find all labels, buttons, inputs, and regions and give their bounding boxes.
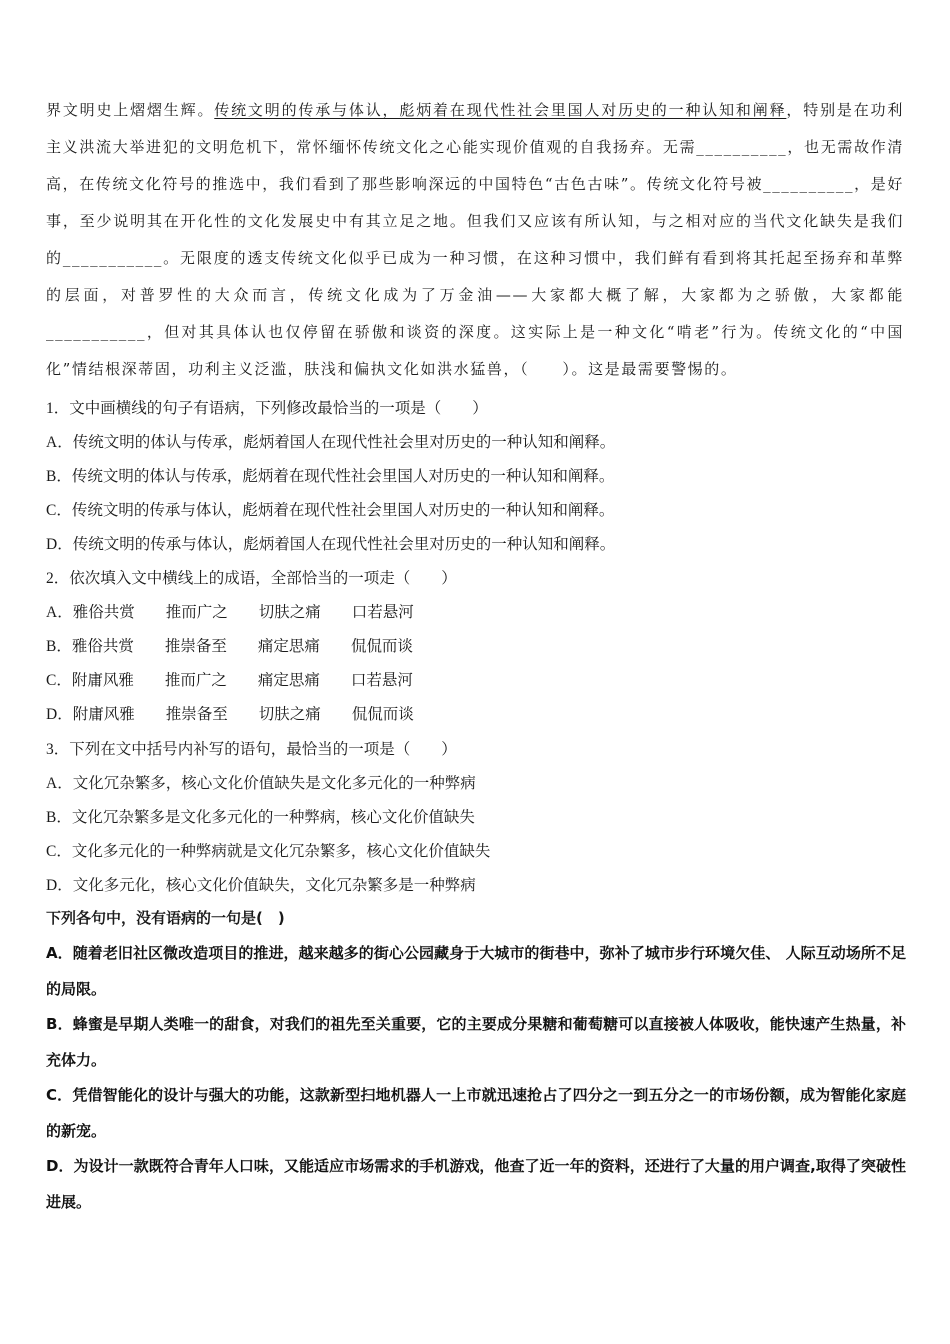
passage-rest: ，特别是在功利主义洪流大举进犯的文明危机下，常怀缅怀传统文化之心能实现价值观的自我扬弃。无需__________，也无需故作清高，在传统文化符号的推选中，我们看到了那些影响深远的中国特色“古色古味”。传统文化符号被__________，是好事，至少说明其在开化性的文化发展史中有其立足之地。但我们又应该有所认知，与之相对应的当代文化缺失是我们的___________。无限度的透支传统文化似乎已成为一种习惯，在这种习惯中，我们鲜有看到将其托起至扬弃和革弊的层面，对普罗性的大众而言，传统文化成为了万金油——大家都大概了解，大家都为之骄傲，大家都能___________，但对其具体认也仅停留在骄傲和谈资的深度。这实际上是一种文化“啃老”行为。传统文化的“中国化”情结根深蒂固，功利主义泛滥，肤浅和偏执文化如洪水猛兽，（ ）。这是最需要警惕的。 (46, 101, 904, 378)
question-stem: 3．下列在文中括号内补写的语句，最恰当的一项是（ ） (46, 741, 457, 758)
question-stem: 1．文中画横线的句子有语病，下列修改最恰当的一项是（ ） (46, 400, 488, 417)
option-a: A．传统文明的体认与传承，彪炳着国人在现代性社会里对历史的一种认知和阐释。 (46, 434, 616, 451)
option-d: D．传统文明的传承与体认，彪炳着国人在现代性社会里对历史的一种认知和阐释。 (46, 536, 616, 553)
option-c: C．文化多元化的一种弊病就是文化冗杂繁多，核心文化价值缺失 (46, 843, 491, 860)
underlined-sentence: 传统文明的传承与体认，彪炳着在现代性社会里国人对历史的一种认知和阐释 (214, 101, 787, 119)
option-c: C．附庸风雅 推而广之 痛定思痛 口若悬河 (46, 672, 413, 689)
option-a: A．雅俗共赏 推而广之 切肤之痛 口若悬河 (46, 604, 414, 621)
option-d: D．附庸风雅 推崇备至 切肤之痛 侃侃而谈 (46, 706, 414, 723)
option-d: D．为设计一款既符合青年人口味，又能适应市场需求的手机游戏，他查了近一年的资料，还进行了大量的用户调查,取得了突破性进展。 (46, 1157, 906, 1211)
option-b: B．文化冗杂繁多是文化多元化的一种弊病，核心文化价值缺失 (46, 809, 475, 826)
option-d: D．文化多元化，核心文化价值缺失，文化冗杂繁多是一种弊病 (46, 877, 476, 894)
option-a: A．文化冗杂繁多，核心文化价值缺失是文化多元化的一种弊病 (46, 775, 476, 792)
option-c: C．凭借智能化的设计与强大的功能，这款新型扫地机器人一上市就迅速抢占了四分之一到五分之一的市场份额，成为智能化家庭的新宠。 (46, 1086, 906, 1140)
reading-passage (46, 92, 904, 388)
option-b: B．传统文明的体认与传承，彪炳着在现代性社会里国人对历史的一种认知和阐释。 (46, 468, 615, 485)
option-b: B．蜂蜜是早期人类唯一的甜食，对我们的祖先至关重要，它的主要成分果糖和葡萄糖可以直接被人体吸收，能快速产生热量，补充体力。 (46, 1015, 906, 1069)
question-stem: 下列各句中，没有语病的一句是( ) (46, 909, 285, 927)
option-a: A．随着老旧社区微改造项目的推进，越来越多的街心公园藏身于大城市的街巷中，弥补了城市步行环境欠佳、 人际互动场所不足的局限。 (46, 944, 906, 998)
option-c: C．传统文明的传承与体认，彪炳着在现代性社会里国人对历史的一种认知和阐释。 (46, 502, 615, 519)
question-stem: 2．依次填入文中横线上的成语，全部恰当的一项走（ ） (46, 570, 457, 587)
passage-lead: 界文明史上熠熠生辉。 (46, 101, 215, 119)
option-b: B．雅俗共赏 推崇备至 痛定思痛 侃侃而谈 (46, 638, 413, 655)
